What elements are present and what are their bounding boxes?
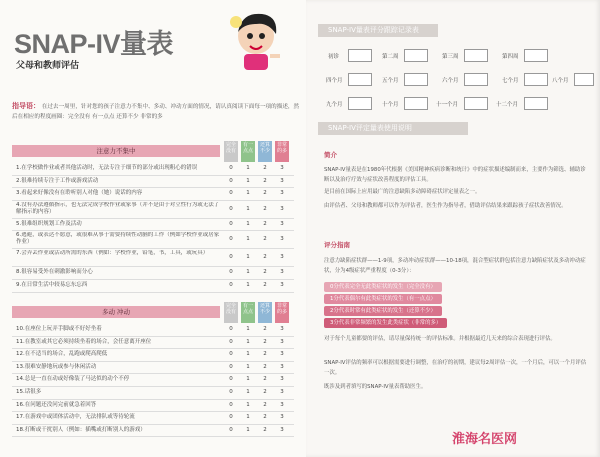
score-0[interactable]: 0 xyxy=(229,177,233,184)
section-header xyxy=(12,302,294,324)
item-text: 10.在座位上玩弄手脚或不好好坐着 xyxy=(16,326,102,332)
score-2[interactable]: 2 xyxy=(263,351,267,358)
score-0[interactable]: 0 xyxy=(229,338,233,345)
column-header-very: 非常的多 xyxy=(275,302,289,323)
item-text: 9.在日常生活中较易忘东忘西 xyxy=(16,281,88,288)
score-2[interactable]: 2 xyxy=(263,236,267,243)
record-box[interactable] xyxy=(464,97,488,110)
watermark-logo: 淮海名医网 xyxy=(452,432,518,447)
score-3[interactable]: 3 xyxy=(280,363,284,370)
level-0: 0分代表完全无此类症状的发生（完全没有） xyxy=(324,282,442,292)
score-0[interactable]: 0 xyxy=(229,220,233,227)
score-1[interactable]: 1 xyxy=(246,254,250,261)
level-1: 1分代表偶尔有此类症状的发生（有一点点） xyxy=(324,294,442,304)
score-0[interactable]: 0 xyxy=(229,281,233,288)
score-2[interactable]: 2 xyxy=(263,165,267,171)
instructions-text: 在过去一周里，针对您的孩子注意力不集中、多动、冲动方面的情况，请认真阅读下面每一项的描述，然后在相应的程度画圈：完全没有 有一点点 还算不少 非常的多 xyxy=(12,104,300,120)
score-3[interactable]: 3 xyxy=(280,165,284,171)
score-1[interactable]: 1 xyxy=(246,281,250,288)
score-0[interactable]: 0 xyxy=(229,269,233,276)
item-text: 5.很难组织规划工作及活动 xyxy=(16,220,82,227)
usage-title: SNAP-IV评定量表使用说明 xyxy=(318,122,468,135)
record-box[interactable] xyxy=(464,49,488,62)
item-text: 1.在学校做作业或者其他活动时，无法专注于细节的部分或出现粗心的错误 xyxy=(16,165,198,171)
score-3[interactable]: 3 xyxy=(280,376,284,383)
score-1[interactable]: 1 xyxy=(246,426,250,433)
score-3[interactable]: 3 xyxy=(280,426,284,433)
score-2[interactable]: 2 xyxy=(263,388,267,395)
score-3[interactable]: 3 xyxy=(280,401,284,408)
score-0[interactable]: 0 xyxy=(229,190,233,197)
item-text: 3.看起来好像没有在聆听别人对他（她）说话的内容 xyxy=(16,190,143,197)
score-2[interactable]: 2 xyxy=(263,254,267,261)
score-0[interactable]: 0 xyxy=(229,165,233,171)
score-1[interactable]: 1 xyxy=(246,388,250,395)
score-0[interactable]: 0 xyxy=(229,363,233,370)
table-row xyxy=(12,374,294,387)
score-3[interactable]: 3 xyxy=(280,220,284,227)
month-label: 第三周 xyxy=(442,54,459,60)
score-2[interactable]: 2 xyxy=(263,190,267,197)
table-row xyxy=(12,231,294,249)
section-rows xyxy=(12,163,294,293)
score-3[interactable]: 3 xyxy=(280,177,284,184)
score-3[interactable]: 3 xyxy=(280,236,284,243)
score-3[interactable]: 3 xyxy=(280,388,284,395)
record-box[interactable] xyxy=(348,49,372,62)
score-1[interactable]: 1 xyxy=(246,165,250,171)
item-text: 14.总是一直在动或好像装了马达似的动个不停 xyxy=(16,376,130,383)
score-2[interactable]: 2 xyxy=(263,177,267,184)
table-row xyxy=(12,425,294,438)
score-1[interactable]: 1 xyxy=(246,414,250,421)
section-title: 注意力不集中 xyxy=(12,145,220,157)
record-box[interactable] xyxy=(524,73,548,86)
item-text: 16.在问题还没问完前就急着回答 xyxy=(16,401,97,408)
score-2[interactable]: 2 xyxy=(263,220,267,227)
score-3[interactable]: 3 xyxy=(280,281,284,288)
record-box[interactable] xyxy=(404,97,428,110)
column-header-none: 完全没有 xyxy=(224,141,238,162)
score-0[interactable]: 0 xyxy=(229,254,233,261)
item-text: 12.在不适当的场合，乱跑或爬高爬低 xyxy=(16,351,108,358)
score-3[interactable]: 3 xyxy=(280,326,284,332)
level-2: 2分代表时常有此类症状的发生（还算不少） xyxy=(324,306,442,316)
table-row xyxy=(12,324,294,337)
score-0[interactable]: 0 xyxy=(229,388,233,395)
right-sheet xyxy=(306,0,600,457)
record-table-title: SNAP-IV量表评分跟踪记录表 xyxy=(318,24,438,37)
table-row xyxy=(12,337,294,350)
record-box[interactable] xyxy=(348,97,372,110)
score-2[interactable]: 2 xyxy=(263,414,267,421)
score-1[interactable]: 1 xyxy=(246,220,250,227)
score-3[interactable]: 3 xyxy=(280,205,284,212)
item-text: 7.会弄丢作业或活动所需的东西（例如：学校作业，铅笔，书，工具，或玩具） xyxy=(16,250,209,257)
table-row xyxy=(12,188,294,201)
column-header-little: 有一点点 xyxy=(241,141,255,162)
month-label: 第二周 xyxy=(382,54,399,60)
score-1[interactable]: 1 xyxy=(246,177,250,184)
record-box[interactable] xyxy=(464,73,488,86)
record-box[interactable] xyxy=(404,73,428,86)
score-2[interactable]: 2 xyxy=(263,205,267,212)
scoring-heading: 评分指南 xyxy=(324,241,350,249)
score-3[interactable]: 3 xyxy=(280,269,284,276)
score-1[interactable]: 1 xyxy=(246,351,250,358)
instructions xyxy=(12,101,300,122)
month-label: 九个月 xyxy=(326,102,343,108)
item-text: 15.话很多 xyxy=(16,388,42,395)
table-row xyxy=(12,219,294,232)
intro-paragraph: 由评估者、父母和教师都可以作为评估者，医生作为指导者，借助评估结果来跟踪孩子症状改善情况。 xyxy=(324,203,567,209)
column-header-little: 有一点点 xyxy=(241,302,255,323)
intro-paragraph: SNAP-IV量表是在1980年代根据《美国精神疾病诊断和统计》中的症状描述编制而来，主要作为筛选、辅助诊断以及治疗疗效与症状改善程度的评估工具。 xyxy=(324,167,586,183)
instructions-label: 指导语： xyxy=(12,102,40,110)
score-2[interactable]: 2 xyxy=(263,426,267,433)
scoring-paragraph: 既涉及到者填写的SNAP-IV量表帮助医生。 xyxy=(324,384,427,390)
record-box[interactable] xyxy=(574,73,594,86)
section-hyperactivity xyxy=(12,302,294,437)
score-1[interactable]: 1 xyxy=(246,205,250,212)
scale-subtitle: 父母和教师评估 xyxy=(16,61,80,71)
score-2[interactable]: 2 xyxy=(263,363,267,370)
section-header xyxy=(12,141,294,163)
score-1[interactable]: 1 xyxy=(246,326,250,332)
score-2[interactable]: 2 xyxy=(263,401,267,408)
item-text: 2.很难持续专注于工作或游戏活动 xyxy=(16,177,99,184)
month-label: 八个月 xyxy=(552,78,569,84)
table-row xyxy=(12,387,294,400)
score-0[interactable]: 0 xyxy=(229,205,233,212)
section-title: 多动 冲动 xyxy=(12,306,220,318)
table-row xyxy=(12,163,294,176)
table-row xyxy=(12,201,294,219)
score-0[interactable]: 0 xyxy=(229,376,233,383)
score-1[interactable]: 1 xyxy=(246,236,250,243)
column-header-very: 非常的多 xyxy=(275,141,289,162)
month-label: 六个月 xyxy=(442,78,459,84)
score-1[interactable]: 1 xyxy=(246,269,250,276)
table-row xyxy=(12,249,294,267)
record-box[interactable] xyxy=(524,49,548,62)
month-label: 七个月 xyxy=(502,78,519,84)
table-row xyxy=(12,400,294,413)
item-text: 8.很容易受外在刺激影响而分心 xyxy=(16,269,93,276)
month-label: 第四周 xyxy=(502,54,519,60)
column-header-quite: 还算不少 xyxy=(258,141,272,162)
month-label: 四个月 xyxy=(326,78,343,84)
score-1[interactable]: 1 xyxy=(246,190,250,197)
section-inattention xyxy=(12,141,294,293)
table-row xyxy=(12,362,294,375)
table-row xyxy=(12,412,294,425)
score-1[interactable]: 1 xyxy=(246,376,250,383)
score-0[interactable]: 0 xyxy=(229,414,233,421)
score-3[interactable]: 3 xyxy=(280,190,284,197)
scoring-paragraph: 对于每个儿童都要的评估，请尽量保持统一的评估标准。并根据最近几天来的综合表现进行评估。 xyxy=(324,336,556,342)
score-0[interactable]: 0 xyxy=(229,426,233,433)
score-3[interactable]: 3 xyxy=(280,414,284,421)
item-text: 6.逃避，或表达不愿意，或很难从事于需要持续性动脑的工作（例如学校作业或居家作业） xyxy=(16,232,220,246)
score-2[interactable]: 2 xyxy=(263,338,267,345)
score-0[interactable]: 0 xyxy=(229,236,233,243)
score-0[interactable]: 0 xyxy=(229,351,233,358)
month-label: 初诊 xyxy=(328,54,340,60)
month-label: 十二个月 xyxy=(496,102,519,108)
month-label: 十一个月 xyxy=(436,102,459,108)
item-text: 4.没有办法遵循指示，也无法完成学校作业或家事（并不是由于对立性行为或无法了解指示的内容） xyxy=(16,201,220,215)
column-header-quite: 还算不少 xyxy=(258,302,272,323)
record-box[interactable] xyxy=(404,49,428,62)
level-3: 3分代表非常频繁的发生此类症状（非常的多） xyxy=(324,318,447,328)
table-row xyxy=(12,280,294,293)
score-2[interactable]: 2 xyxy=(263,326,267,332)
column-header-none: 完全没有 xyxy=(224,302,238,323)
intro-heading: 简介 xyxy=(324,151,337,159)
month-label: 十个月 xyxy=(382,102,399,108)
score-3[interactable]: 3 xyxy=(280,254,284,261)
record-box[interactable] xyxy=(348,73,372,86)
month-label: 五个月 xyxy=(382,78,399,84)
score-2[interactable]: 2 xyxy=(263,269,267,276)
score-3[interactable]: 3 xyxy=(280,338,284,345)
scoring-paragraph: 注意力缺陷症状群——1-9项，多动冲动症状群——10-18项，混合型症状群包括注意力缺陷症状及多动冲动症状，分为4级症状严重程度（0-3分）： xyxy=(324,258,586,274)
score-0[interactable]: 0 xyxy=(229,326,233,332)
score-1[interactable]: 1 xyxy=(246,338,250,345)
item-text: 11.在教室或其它必须持续坐着的场合，会任意离开座位 xyxy=(16,338,152,345)
item-text: 18.打断或干扰别人（例如：插嘴或打断别人的游戏） xyxy=(16,426,146,433)
record-box[interactable] xyxy=(524,97,548,110)
item-text: 17.在游戏中或团体活动中，无法排队或等待轮流 xyxy=(16,414,135,421)
scale-title: SNAP-IV量表 xyxy=(14,29,174,59)
item-text: 13.很难安静地玩或参与休闲活动 xyxy=(16,363,97,370)
cartoon-child-mascot xyxy=(222,6,296,74)
table-row xyxy=(12,349,294,362)
score-2[interactable]: 2 xyxy=(263,281,267,288)
score-1[interactable]: 1 xyxy=(246,363,250,370)
table-row xyxy=(12,176,294,189)
scoring-paragraph: SNAP-IV评估的频率可以根据需要进行调整，在治疗的初期，建议每2周评估一次，一个月后，可以一个月评估一次。 xyxy=(324,360,587,376)
score-1[interactable]: 1 xyxy=(246,401,250,408)
section-rows xyxy=(12,324,294,437)
score-2[interactable]: 2 xyxy=(263,376,267,383)
intro-paragraph: 是目前在国际上应用最广的注意缺陷多动障碍症状评定量表之一。 xyxy=(324,189,481,195)
score-0[interactable]: 0 xyxy=(229,401,233,408)
table-row xyxy=(12,267,294,280)
score-3[interactable]: 3 xyxy=(280,351,284,358)
